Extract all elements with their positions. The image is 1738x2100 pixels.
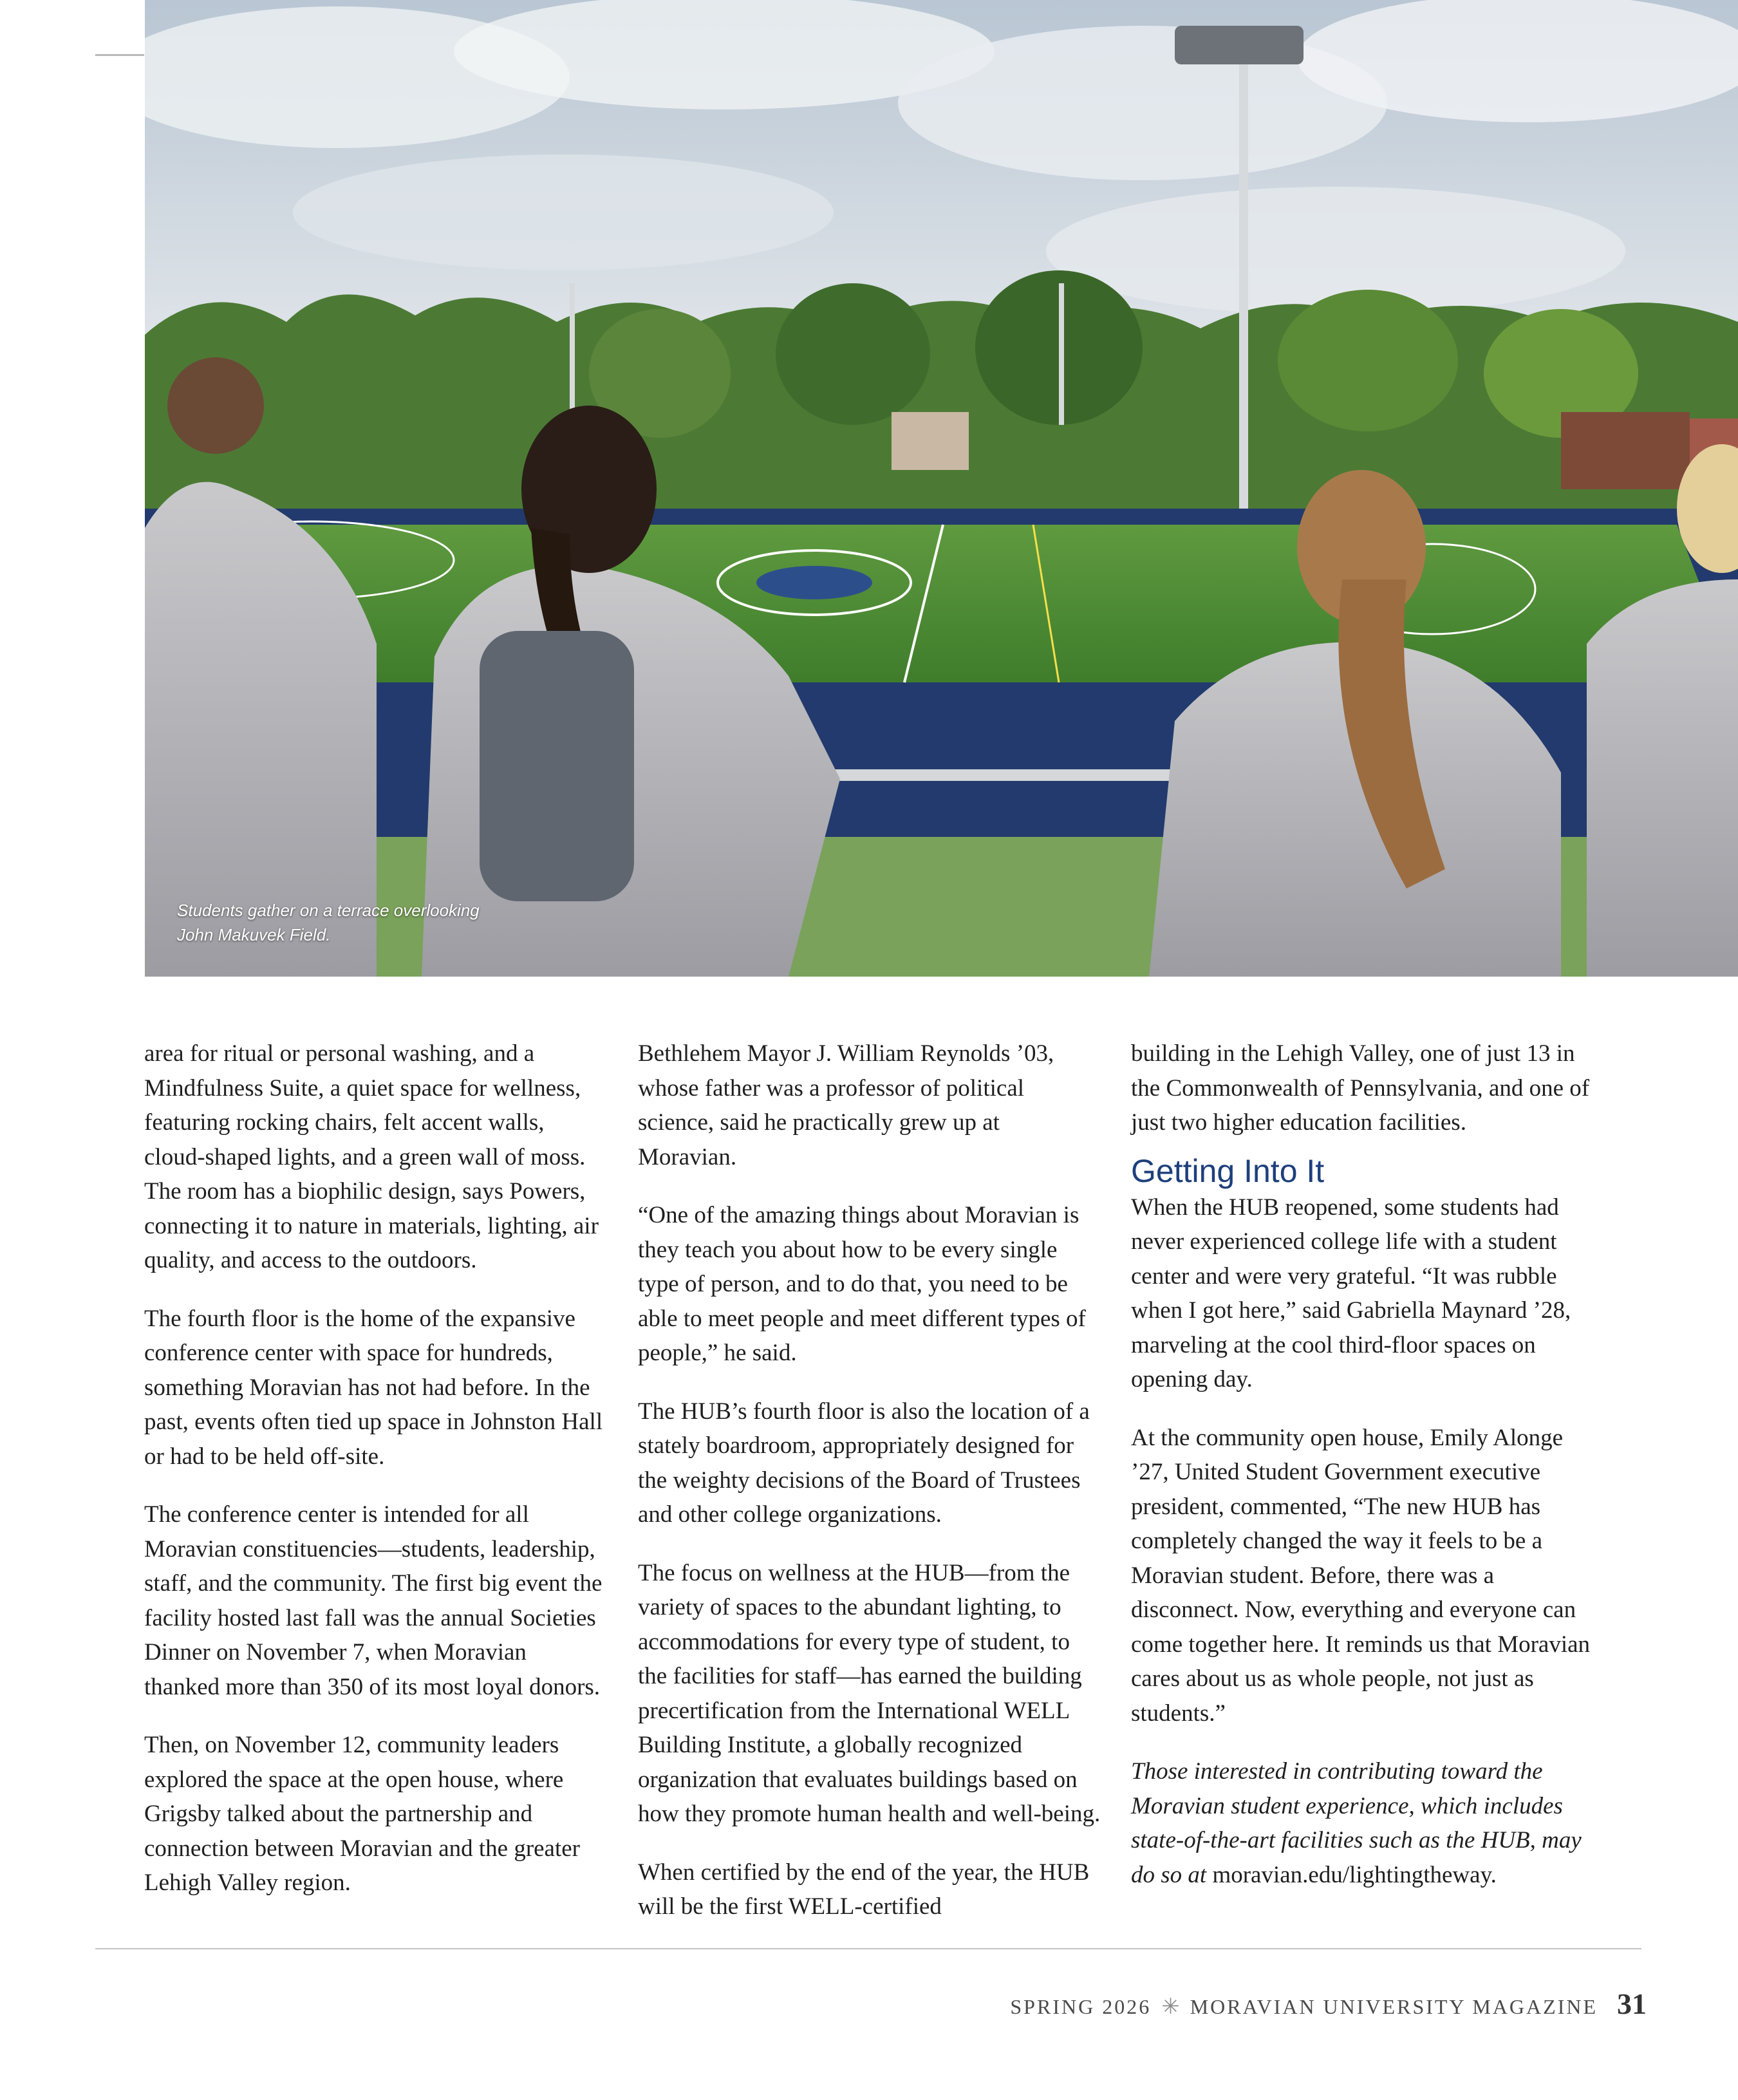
page-footer [1010,1987,1647,2021]
quote-paragraph: “One of the amazing things about Moravian is they teach you about how to be every single type of person, and to do that, you need to be able to meet people and meet different types of people,” he said. [638,1202,1086,1366]
paragraph: The conference center is intended for all Moravian constituencies—students, leadership, staff, and the community. The first big event the facility hosted last fall was the annual Societies Dinner on November 7, when Moravian thanked more than 350 of its most loyal donors. [144,1501,603,1700]
paragraph: The HUB’s fourth floor is also the location of a stately boardroom, appropriately designed for the weighty decisions of the Board of Trustees and other college organizations. [638,1398,1090,1528]
article-column-3 [1131,1036,1594,1916]
photo-caption: Students gather on a terrace overlooking John Makuvek Field. [177,901,480,944]
footer-rule [95,1948,1641,1949]
paragraph: building in the Lehigh Valley, one of just 13 in the Commonwealth of Pennsylvania, and one of just two higher education facilities. [1131,1040,1590,1136]
paragraph: area for ritual or personal washing, and a Mindfulness Suite, a quiet space for wellness, featuring rocking chairs, felt accent walls, cloud-shaped lights, and a green wall of moss. The room has a biophilic design, says Powers, connecting it to nature in materials, lighting, air quality, and access to the outdoors. [144,1040,599,1273]
closing-note [1131,1754,1594,1892]
paragraph: When the HUB reopened, some students had never experienced college life with a student center and were very grateful. “It was rubble when I got here,” said Gabriella Maynard ’28, marveling at the cool third-floor spaces on opening day. [1131,1194,1571,1392]
paragraph: Bethlehem Mayor J. William Reynolds ’03, whose father was a professor of political science, said he practically grew up at Moravian. [638,1040,1054,1170]
paragraph: The fourth floor is the home of the expansive conference center with space for hundreds, something Moravian has not had before. In the past, events often tied up space in Johnston Hall or had to be held off-site. [144,1305,603,1470]
field-photo [145,0,1738,977]
article-column-1 [144,1036,608,1924]
paragraph: When certified by the end of the year, the HUB will be the first WELL-certified [638,1859,1090,1920]
paragraph: The focus on wellness at the HUB—from the variety of spaces to the abundant lighting, to accommodations for every type of student, to the facilities for staff—has earned the building precertification from the International WELL Building Institute, a globally recognized organization that evaluates buildings based on how they promote human health and well-being. [638,1559,1101,1827]
field-photo-illustration [145,0,1738,977]
section-heading: Getting Into It [1131,1152,1325,1189]
star-icon: ✳ [1161,1995,1180,2019]
page-number: 31 [1617,1987,1647,2020]
magazine-title: MORAVIAN UNIVERSITY MAGAZINE [1190,1995,1598,2018]
giving-link[interactable]: moravian.edu/lightingtheway. [1212,1861,1497,1888]
closing-note-text: Those interested in contributing toward the Moravian student experience, which includes state-of-the-art facilities such as the HUB, may do so at [1131,1758,1582,1888]
paragraph: Then, on November 12, community leaders explored the space at the open house, where Grigsby talked about the partnership and connection between Moravian and the greater Lehigh Valley region. [144,1732,581,1896]
issue-label: SPRING 2026 [1010,1995,1152,2018]
top-rule [95,54,144,56]
article-column-2 [638,1036,1101,1948]
quote-paragraph: At the community open house, Emily Alonge ’27, United Student Government executive president, commented, “The new HUB has completely changed the way it feels to be a Moravian student. Before, there was a disconnect. Now, everything and everyone can come together here. It reminds us that Moravian cares about us as whole people, not just as students.” [1131,1424,1591,1727]
